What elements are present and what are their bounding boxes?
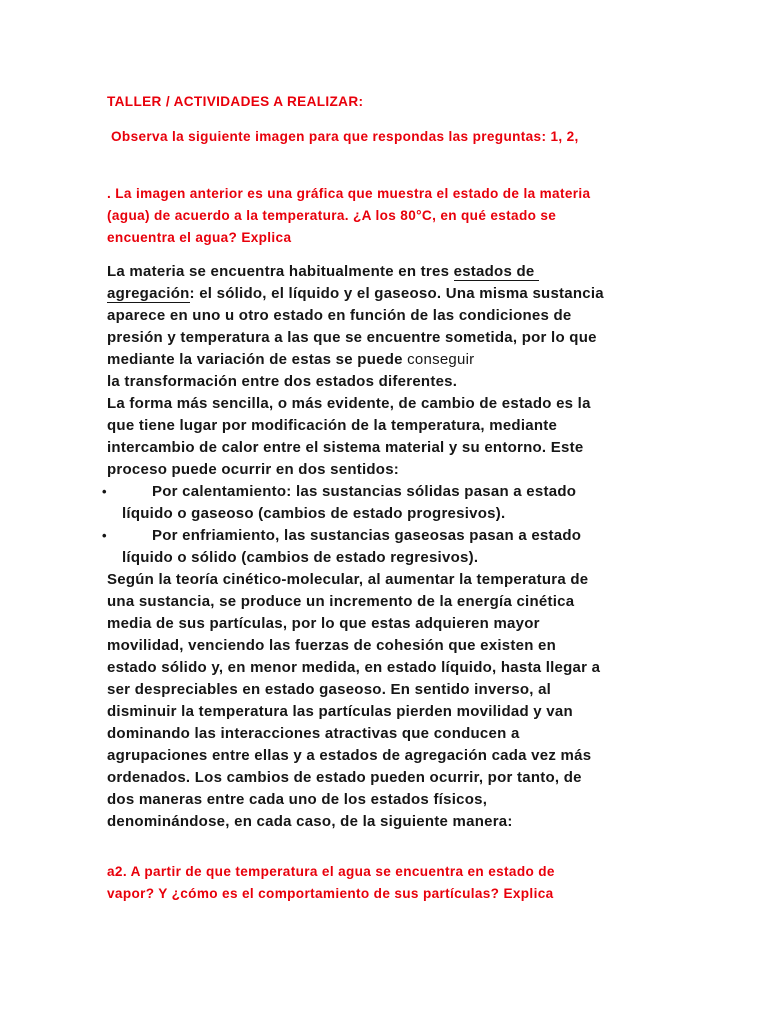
question-2-line: a2. A partir de que temperatura el agua se encuentra en estado de [107,864,555,879]
body-text: : el sólido, el líquido y el gaseoso. Una misma sustancia [189,285,604,302]
body-line: proceso puede ocurrir en dos sentidos: [107,461,400,478]
body-line: estado sólido y, en menor medida, en estado líquido, hasta llegar a [107,659,601,676]
body-line: intercambio de calor entre el sistema material y su entorno. Este [107,439,584,456]
body-line: media de sus partículas, por lo que estas adquieren mayor [107,615,540,632]
body-line [107,263,539,280]
question-2-line: vapor? Y ¿cómo es el comportamiento de sus partículas? Explica [107,886,554,901]
body-line: ser despreciables en estado gaseoso. En sentido inverso, al [107,681,552,698]
question-1-line: . La imagen anterior es una gráfica que muestra el estado de la materia [107,186,591,201]
list-item-line: líquido o sólido (cambios de estado regresivos). [122,549,479,566]
body-text: mediante la variación de estas se puede [107,351,408,368]
body-line: que tiene lugar por modificación de la temperatura, mediante [107,417,558,434]
estados-de-agregacion-link[interactable]: estados de [453,263,539,280]
list-item-line: líquido o gaseoso (cambios de estado progresivos). [122,505,506,522]
body-text: conseguir [407,351,475,368]
body-line [107,285,604,302]
body-line: movilidad, venciendo las fuerzas de cohesión que existen en [107,637,557,654]
body-line: Según la teoría cinético-molecular, al aumentar la temperatura de [107,571,589,588]
instruction-text: Observa la siguiente imagen para que respondas las preguntas: 1, 2, [111,129,579,144]
body-line [107,351,474,368]
question-1-line: (agua) de acuerdo a la temperatura. ¿A los 80°C, en qué estado se [107,208,557,223]
body-line: disminuir la temperatura las partículas pierden movilidad y van [107,703,573,720]
body-line: la transformación entre dos estados diferentes. [107,373,458,390]
bullet-marker: • [102,484,107,499]
body-line: ordenados. Los cambios de estado pueden ocurrir, por tanto, de [107,769,582,786]
bullet-marker: • [102,528,107,543]
list-item-line: Por enfriamiento, las sustancias gaseosas pasan a estado [152,527,582,544]
body-line: denominándose, en cada caso, de la siguiente manera: [107,813,513,830]
body-line: una sustancia, se produce un incremento de la energía cinética [107,593,575,610]
body-line: dos maneras entre cada uno de los estados físicos, [107,791,488,808]
body-line: aparece en uno u otro estado en función de las condiciones de [107,307,572,324]
body-text: La materia se encuentra habitualmente en tres [107,263,454,280]
question-1-line: encuentra el agua? Explica [107,230,292,245]
page-heading: TALLER / ACTIVIDADES A REALIZAR: [107,94,364,109]
body-line: agrupaciones entre ellas y a estados de agregación cada vez más [107,747,592,764]
list-item-line: Por calentamiento: las sustancias sólidas pasan a estado [152,483,577,500]
body-line: dominando las interacciones atractivas que conducen a [107,725,520,742]
estados-de-agregacion-link[interactable]: agregación [107,285,190,302]
body-line: presión y temperatura a las que se encuentre sometida, por lo que [107,329,597,346]
body-line: La forma más sencilla, o más evidente, de cambio de estado es la [107,395,591,412]
